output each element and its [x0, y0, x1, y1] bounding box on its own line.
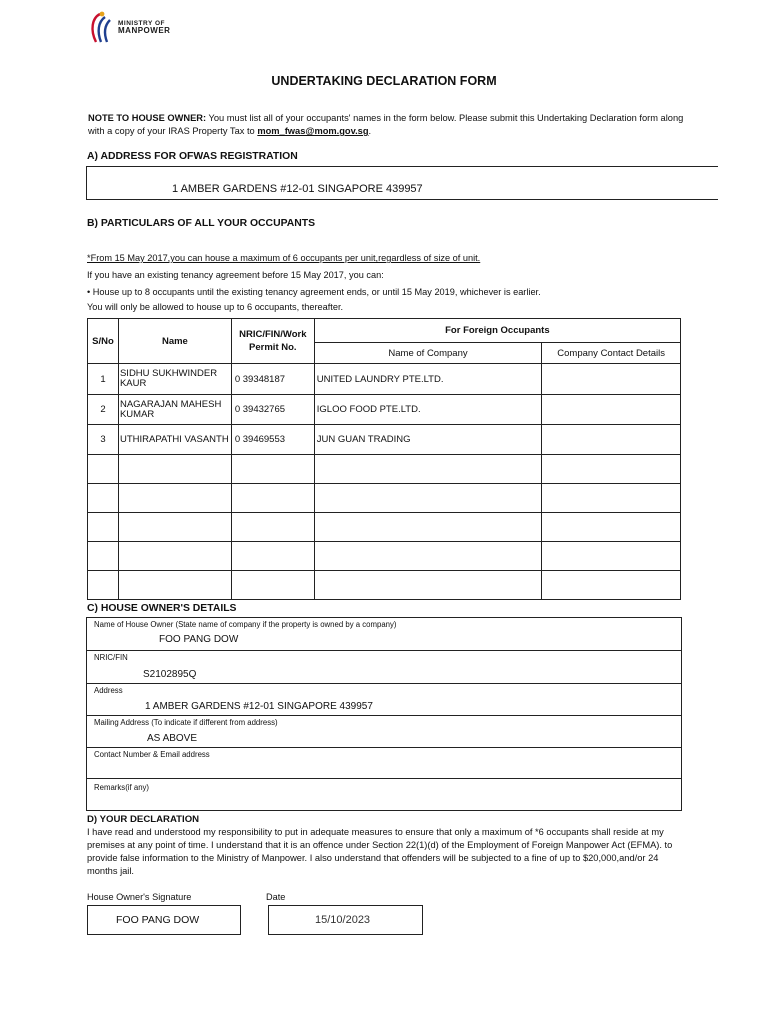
owner-address-label: Address [94, 686, 123, 695]
header-foreign-occupants: For Foreign Occupants [314, 319, 680, 343]
row-company[interactable] [314, 484, 541, 513]
logo-text [118, 20, 170, 34]
header-sn: S/No [88, 319, 119, 364]
table-row [88, 513, 681, 542]
owner-name-field[interactable] [87, 618, 681, 651]
row-name[interactable] [118, 484, 231, 513]
table-row [88, 571, 681, 600]
table-row [88, 542, 681, 571]
row-sn [88, 513, 119, 542]
row-name[interactable]: UTHIRAPATHI VASANTH [118, 425, 231, 455]
note-to-house-owner [88, 112, 688, 138]
owner-nric-field[interactable] [87, 651, 681, 684]
occupancy-rule-line [87, 252, 480, 264]
row-permit[interactable] [231, 484, 314, 513]
owner-address-value: 1 AMBER GARDENS #12-01 SINGAPORE 439957 [145, 701, 373, 712]
table-row [88, 395, 681, 425]
section-a-heading: A) ADDRESS FOR OFWAS REGISTRATION [87, 151, 298, 162]
row-permit[interactable] [231, 455, 314, 484]
signature-value: FOO PANG DOW [116, 914, 200, 926]
occupancy-rule-text: *From 15 May 2017,you can house a maximum of 6 occupants per unit,regardless of size of unit. [87, 253, 481, 263]
owner-name-value: FOO PANG DOW [159, 634, 239, 645]
row-company[interactable] [314, 513, 541, 542]
mailing-address-label: Mailing Address (To indicate if different from address) [94, 718, 278, 727]
row-sn [88, 542, 119, 571]
note-text: You must list all of your occupants' names in the form below. Please submit this Undertaking Declaration form along with a copy of your IRAS Property Tax to [88, 113, 684, 136]
row-contact[interactable] [542, 542, 681, 571]
row-permit[interactable]: 0 39432765 [231, 395, 314, 425]
row-sn: 1 [88, 364, 119, 395]
row-permit[interactable] [231, 513, 314, 542]
thereafter-line: You will only be allowed to house up to 6 occupants, thereafter. [87, 302, 344, 312]
row-sn: 2 [88, 395, 119, 425]
header-name: Name [118, 319, 231, 364]
row-name[interactable] [118, 542, 231, 571]
row-contact[interactable] [542, 455, 681, 484]
mailing-address-value: AS ABOVE [147, 733, 198, 744]
contact-label: Contact Number & Email address [94, 750, 210, 759]
table-row [88, 425, 681, 455]
declaration-text: I have read and understood my responsibility to put in adequate measures to ensure that only a maximum of *6 occupants shall reside at my premises at any point of time. I understand that it is an offence under Section 22(1)(d) of the Employment of Foreign Manpower Act (EFMA). to provide false information to the Ministry of Manpower. I also understand that offenders will be subjected to a fine of up to $20,000,and/or 24 months jail. [87, 827, 673, 876]
logo-line1: MINISTRY OF [118, 20, 166, 27]
row-permit[interactable]: 0 39348187 [231, 364, 314, 395]
form-title: UNDERTAKING DECLARATION FORM [271, 74, 497, 88]
date-box[interactable] [268, 905, 423, 935]
mailing-address-field[interactable] [87, 716, 681, 748]
owner-name-label: Name of House Owner (State name of company if the property is owned by a company) [94, 620, 397, 629]
row-name[interactable]: NAGARAJAN MAHESH KUMAR [118, 395, 231, 425]
header-contact: Company Contact Details [542, 343, 681, 364]
row-contact[interactable] [542, 395, 681, 425]
section-d-heading: D) YOUR DECLARATION [87, 814, 200, 825]
row-sn: 3 [88, 425, 119, 455]
row-company[interactable] [314, 455, 541, 484]
owner-details-box [86, 617, 682, 811]
row-contact[interactable] [542, 513, 681, 542]
signature-box[interactable] [87, 905, 241, 935]
row-company[interactable]: JUN GUAN TRADING [314, 425, 541, 455]
date-label: Date [266, 892, 286, 902]
row-contact[interactable] [542, 364, 681, 395]
row-name[interactable] [118, 455, 231, 484]
row-company[interactable] [314, 542, 541, 571]
ofwas-address-value: 1 AMBER GARDENS #12-01 SINGAPORE 439957 [172, 183, 423, 195]
row-sn [88, 484, 119, 513]
row-name[interactable] [118, 513, 231, 542]
row-company[interactable]: UNITED LAUNDRY PTE.LTD. [314, 364, 541, 395]
row-contact[interactable] [542, 425, 681, 455]
header-company: Name of Company [314, 343, 541, 364]
owner-nric-label: NRIC/FIN [94, 653, 128, 662]
tenancy-line: If you have an existing tenancy agreement before 15 May 2017, you can: [87, 270, 384, 280]
row-sn [88, 571, 119, 600]
row-permit[interactable] [231, 571, 314, 600]
remarks-label: Remarks(if any) [94, 783, 150, 792]
signature-label: House Owner's Signature [87, 892, 192, 902]
note-end: . [368, 126, 372, 136]
remarks-field[interactable] [87, 779, 681, 810]
row-contact[interactable] [542, 571, 681, 600]
owner-address-field[interactable] [87, 684, 681, 716]
row-permit[interactable]: 0 39469553 [231, 425, 314, 455]
row-company[interactable]: IGLOO FOOD PTE.LTD. [314, 395, 541, 425]
section-b-heading: B) PARTICULARS OF ALL YOUR OCCUPANTS [87, 218, 316, 229]
email-link[interactable]: mom_fwas@mom.gov.sg [257, 126, 369, 136]
tenancy-bullet: • House up to 8 occupants until the existing tenancy agreement ends, or until 15 May 2019, whichever is earlier. [87, 287, 541, 297]
row-contact[interactable] [542, 484, 681, 513]
row-sn [88, 455, 119, 484]
table-row [88, 484, 681, 513]
logo-line2: MANPOWER [118, 26, 171, 35]
header-permit: NRIC/FIN/Work Permit No. [231, 319, 314, 364]
table-row [88, 455, 681, 484]
row-name[interactable] [118, 571, 231, 600]
row-name[interactable]: SIDHU SUKHWINDER KAUR [118, 364, 231, 395]
table-row [88, 364, 681, 395]
ministry-logo-icon [86, 10, 118, 46]
section-c-heading: C) HOUSE OWNER'S DETAILS [87, 603, 237, 614]
occupants-table [87, 318, 681, 600]
note-lead: NOTE TO HOUSE OWNER: [88, 113, 207, 123]
date-value: 15/10/2023 [315, 914, 371, 926]
contact-field[interactable] [87, 748, 681, 779]
owner-nric-value: S2102895Q [143, 669, 197, 680]
row-company[interactable] [314, 571, 541, 600]
row-permit[interactable] [231, 542, 314, 571]
